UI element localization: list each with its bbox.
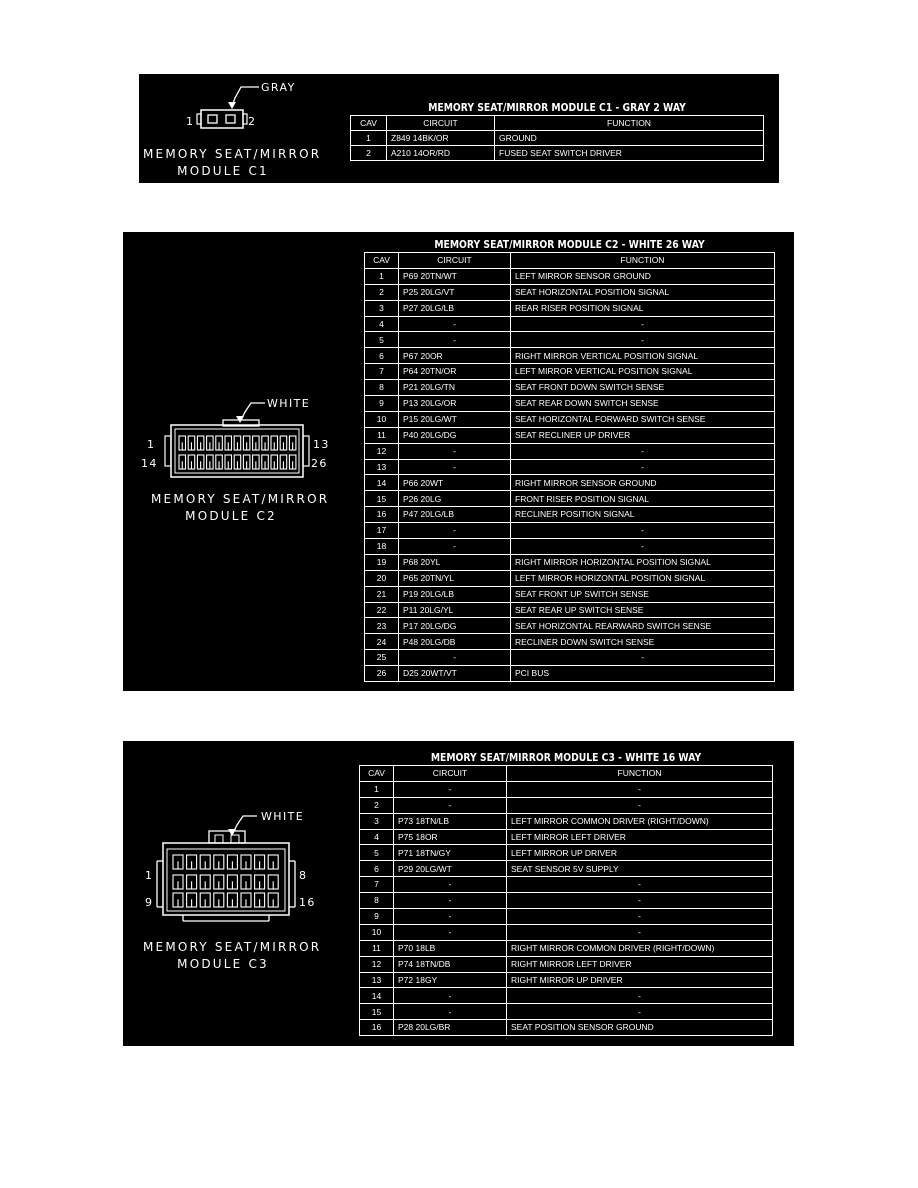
function-cell: - — [507, 877, 773, 893]
cav-cell: 25 — [365, 650, 399, 666]
table-row — [360, 893, 773, 909]
cav-cell: 12 — [365, 443, 399, 459]
table-row — [365, 618, 775, 634]
table-row — [351, 131, 764, 146]
function-cell: SEAT SENSOR 5V SUPPLY — [507, 861, 773, 877]
circuit-cell: P17 20LG/DG — [399, 618, 511, 634]
c3-pin-16-label: 16 — [299, 896, 316, 909]
function-cell: PCI BUS — [511, 666, 775, 682]
circuit-cell: D25 20WT/VT — [399, 666, 511, 682]
header-cav: CAV — [360, 766, 394, 782]
c2-table-body — [365, 268, 775, 681]
table-row — [360, 1004, 773, 1020]
function-cell: RIGHT MIRROR UP DRIVER — [507, 972, 773, 988]
table-row — [365, 554, 775, 570]
c3-caption-line-2: MODULE C3 — [177, 957, 269, 971]
header-function: FUNCTION — [507, 766, 773, 782]
table-row — [360, 972, 773, 988]
cav-cell: 19 — [365, 554, 399, 570]
header-function: FUNCTION — [495, 116, 764, 131]
cav-cell: 7 — [365, 364, 399, 380]
cav-cell: 2 — [365, 284, 399, 300]
circuit-cell: P75 18OR — [394, 829, 507, 845]
cav-cell: 6 — [365, 348, 399, 364]
circuit-cell: P69 20TN/WT — [399, 268, 511, 284]
cav-cell: 7 — [360, 877, 394, 893]
circuit-cell: P68 20YL — [399, 554, 511, 570]
cav-cell: 1 — [365, 268, 399, 284]
c1-pin-2-label: 2 — [248, 115, 257, 128]
c2-caption — [151, 491, 330, 525]
circuit-cell: P74 18TN/DB — [394, 956, 507, 972]
table-row — [360, 829, 773, 845]
table-row — [365, 396, 775, 412]
function-cell: SEAT HORIZONTAL FORWARD SWITCH SENSE — [511, 411, 775, 427]
c1-pin-1-label: 1 — [186, 115, 195, 128]
circuit-cell: P40 20LG/DG — [399, 427, 511, 443]
function-cell: - — [511, 523, 775, 539]
function-cell: - — [507, 909, 773, 925]
circuit-cell: P70 18LB — [394, 940, 507, 956]
cav-cell: 21 — [365, 586, 399, 602]
circuit-cell: P27 20LG/LB — [399, 300, 511, 316]
function-cell: RIGHT MIRROR SENSOR GROUND — [511, 475, 775, 491]
c1-wire-color-label: GRAY — [261, 81, 296, 94]
function-cell: SEAT FRONT UP SWITCH SENSE — [511, 586, 775, 602]
table-row — [365, 411, 775, 427]
circuit-cell: P66 20WT — [399, 475, 511, 491]
cav-cell: 3 — [365, 300, 399, 316]
function-cell: - — [507, 797, 773, 813]
circuit-cell: P15 20LG/WT — [399, 411, 511, 427]
c3-caption-line-1: MEMORY SEAT/MIRROR — [143, 940, 322, 954]
function-cell: SEAT FRONT DOWN SWITCH SENSE — [511, 380, 775, 396]
table-row — [365, 427, 775, 443]
circuit-cell: - — [399, 443, 511, 459]
circuit-cell: P72 18GY — [394, 972, 507, 988]
cav-cell: 2 — [360, 797, 394, 813]
function-cell: - — [507, 893, 773, 909]
circuit-cell: - — [394, 893, 507, 909]
table-row — [360, 861, 773, 877]
c3-table-header-row — [360, 766, 773, 782]
table-row — [360, 924, 773, 940]
cav-cell: 2 — [351, 146, 387, 161]
function-cell: - — [511, 443, 775, 459]
c3-wire-color-label: WHITE — [261, 810, 305, 823]
circuit-cell: P11 20LG/YL — [399, 602, 511, 618]
function-cell: - — [511, 459, 775, 475]
cav-cell: 23 — [365, 618, 399, 634]
circuit-cell: - — [394, 988, 507, 1004]
c1-caption — [143, 146, 322, 180]
function-cell: SEAT POSITION SENSOR GROUND — [507, 1020, 773, 1036]
c1-table-body — [351, 131, 764, 161]
cav-cell: 4 — [360, 829, 394, 845]
circuit-cell: P64 20TN/OR — [399, 364, 511, 380]
c1-caption-line-2: MODULE C1 — [177, 164, 269, 178]
table-row — [365, 348, 775, 364]
table-row — [365, 570, 775, 586]
cav-cell: 9 — [360, 909, 394, 925]
function-cell: - — [507, 781, 773, 797]
table-row — [365, 650, 775, 666]
cav-cell: 8 — [365, 380, 399, 396]
function-cell: REAR RISER POSITION SIGNAL — [511, 300, 775, 316]
cav-cell: 13 — [365, 459, 399, 475]
circuit-cell: - — [394, 1004, 507, 1020]
circuit-cell: - — [394, 877, 507, 893]
table-row — [365, 300, 775, 316]
circuit-cell: - — [399, 523, 511, 539]
circuit-cell: - — [394, 909, 507, 925]
circuit-cell: P47 20LG/LB — [399, 507, 511, 523]
table-row — [360, 956, 773, 972]
circuit-cell: - — [399, 650, 511, 666]
c2-connector-diagram — [141, 392, 331, 482]
c2-table-header-row — [365, 253, 775, 269]
c2-pin-13-label: 13 — [313, 438, 330, 451]
table-row — [365, 268, 775, 284]
c2-wire-color-label: WHITE — [267, 397, 311, 410]
c2-caption-line-1: MEMORY SEAT/MIRROR — [151, 492, 330, 506]
cav-cell: 5 — [360, 845, 394, 861]
function-cell: RECLINER DOWN SWITCH SENSE — [511, 634, 775, 650]
function-cell: RIGHT MIRROR VERTICAL POSITION SIGNAL — [511, 348, 775, 364]
table-row — [365, 380, 775, 396]
table-row — [365, 586, 775, 602]
cav-cell: 15 — [360, 1004, 394, 1020]
cav-cell: 9 — [365, 396, 399, 412]
circuit-cell: Z849 14BK/OR — [387, 131, 495, 146]
table-row — [365, 634, 775, 650]
header-function: FUNCTION — [511, 253, 775, 269]
c2-pinout-table — [364, 238, 775, 682]
cav-cell: 16 — [365, 507, 399, 523]
function-cell: SEAT REAR DOWN SWITCH SENSE — [511, 396, 775, 412]
cav-cell: 10 — [360, 924, 394, 940]
table-row — [365, 475, 775, 491]
table-row — [360, 988, 773, 1004]
c3-table-title: MEMORY SEAT/MIRROR MODULE C3 - WHITE 16 WAY — [430, 752, 702, 764]
table-row — [351, 146, 764, 161]
table-row — [360, 909, 773, 925]
c2-pin-14-label: 14 — [141, 457, 158, 470]
c2-pin-26-label: 26 — [311, 457, 328, 470]
circuit-cell: A210 14OR/RD — [387, 146, 495, 161]
circuit-cell: P48 20LG/DB — [399, 634, 511, 650]
table-row — [365, 666, 775, 682]
c1-panel — [139, 74, 779, 183]
c2-table-title: MEMORY SEAT/MIRROR MODULE C2 - WHITE 26 WAY — [434, 239, 705, 251]
cav-cell: 20 — [365, 570, 399, 586]
function-cell: FUSED SEAT SWITCH DRIVER — [495, 146, 764, 161]
c1-connector-diagram — [181, 80, 301, 130]
function-cell: RIGHT MIRROR COMMON DRIVER (RIGHT/DOWN) — [507, 940, 773, 956]
header-circuit: CIRCUIT — [394, 766, 507, 782]
function-cell: - — [511, 316, 775, 332]
circuit-cell: P28 20LG/BR — [394, 1020, 507, 1036]
cav-cell: 1 — [351, 131, 387, 146]
c2-panel — [123, 232, 794, 691]
table-row — [365, 539, 775, 555]
table-row — [365, 459, 775, 475]
header-circuit: CIRCUIT — [399, 253, 511, 269]
function-cell: GROUND — [495, 131, 764, 146]
circuit-cell: P29 20LG/WT — [394, 861, 507, 877]
circuit-cell: P21 20LG/TN — [399, 380, 511, 396]
cav-cell: 12 — [360, 956, 394, 972]
c2-pin-1-label: 1 — [147, 438, 156, 451]
c3-pin-1-label: 1 — [145, 869, 154, 882]
function-cell: - — [511, 539, 775, 555]
cav-cell: 11 — [365, 427, 399, 443]
c1-table-title: MEMORY SEAT/MIRROR MODULE C1 - GRAY 2 WAY — [428, 102, 686, 114]
cav-cell: 3 — [360, 813, 394, 829]
c3-panel — [123, 741, 794, 1046]
table-row — [360, 845, 773, 861]
cav-cell: 18 — [365, 539, 399, 555]
function-cell: - — [511, 650, 775, 666]
c1-pinout-table — [350, 101, 764, 161]
table-row — [365, 491, 775, 507]
circuit-cell: P73 18TN/LB — [394, 813, 507, 829]
circuit-cell: P25 20LG/VT — [399, 284, 511, 300]
header-cav: CAV — [365, 253, 399, 269]
circuit-cell: - — [394, 781, 507, 797]
cav-cell: 17 — [365, 523, 399, 539]
function-cell: SEAT HORIZONTAL REARWARD SWITCH SENSE — [511, 618, 775, 634]
function-cell: - — [507, 1004, 773, 1020]
table-row — [360, 797, 773, 813]
cav-cell: 16 — [360, 1020, 394, 1036]
header-circuit: CIRCUIT — [387, 116, 495, 131]
table-row — [360, 940, 773, 956]
function-cell: - — [507, 988, 773, 1004]
circuit-cell: - — [399, 332, 511, 348]
circuit-cell: P19 20LG/LB — [399, 586, 511, 602]
circuit-cell: - — [399, 316, 511, 332]
table-row — [365, 602, 775, 618]
table-row — [365, 507, 775, 523]
function-cell: RIGHT MIRROR LEFT DRIVER — [507, 956, 773, 972]
header-cav: CAV — [351, 116, 387, 131]
function-cell: LEFT MIRROR COMMON DRIVER (RIGHT/DOWN) — [507, 813, 773, 829]
cav-cell: 8 — [360, 893, 394, 909]
circuit-cell: P71 18TN/GY — [394, 845, 507, 861]
function-cell: LEFT MIRROR HORIZONTAL POSITION SIGNAL — [511, 570, 775, 586]
function-cell: LEFT MIRROR UP DRIVER — [507, 845, 773, 861]
c2-caption-line-2: MODULE C2 — [185, 509, 277, 523]
function-cell: RECLINER POSITION SIGNAL — [511, 507, 775, 523]
function-cell: SEAT RECLINER UP DRIVER — [511, 427, 775, 443]
circuit-cell: P67 20OR — [399, 348, 511, 364]
circuit-cell: P13 20LG/OR — [399, 396, 511, 412]
circuit-cell: - — [399, 459, 511, 475]
c1-table-header-row — [351, 116, 764, 131]
cav-cell: 1 — [360, 781, 394, 797]
cav-cell: 6 — [360, 861, 394, 877]
function-cell: FRONT RISER POSITION SIGNAL — [511, 491, 775, 507]
cav-cell: 14 — [365, 475, 399, 491]
circuit-cell: - — [399, 539, 511, 555]
table-row — [365, 364, 775, 380]
cav-cell: 24 — [365, 634, 399, 650]
function-cell: RIGHT MIRROR HORIZONTAL POSITION SIGNAL — [511, 554, 775, 570]
c3-pin-8-label: 8 — [299, 869, 308, 882]
c3-connector-diagram — [143, 803, 323, 923]
table-row — [360, 781, 773, 797]
cav-cell: 22 — [365, 602, 399, 618]
c3-caption — [143, 939, 322, 973]
cav-cell: 13 — [360, 972, 394, 988]
c3-pinout-table — [359, 751, 773, 1036]
cav-cell: 15 — [365, 491, 399, 507]
circuit-cell: P65 20TN/YL — [399, 570, 511, 586]
circuit-cell: - — [394, 924, 507, 940]
function-cell: SEAT REAR UP SWITCH SENSE — [511, 602, 775, 618]
table-row — [360, 813, 773, 829]
table-row — [365, 443, 775, 459]
cav-cell: 10 — [365, 411, 399, 427]
table-row — [360, 877, 773, 893]
c1-caption-line-1: MEMORY SEAT/MIRROR — [143, 147, 322, 161]
cav-cell: 14 — [360, 988, 394, 1004]
table-row — [365, 332, 775, 348]
table-row — [360, 1020, 773, 1036]
cav-cell: 4 — [365, 316, 399, 332]
cav-cell: 5 — [365, 332, 399, 348]
circuit-cell: - — [394, 797, 507, 813]
function-cell: LEFT MIRROR SENSOR GROUND — [511, 268, 775, 284]
c3-pin-9-label: 9 — [145, 896, 154, 909]
circuit-cell: P26 20LG — [399, 491, 511, 507]
cav-cell: 26 — [365, 666, 399, 682]
function-cell: - — [507, 924, 773, 940]
function-cell: LEFT MIRROR LEFT DRIVER — [507, 829, 773, 845]
function-cell: SEAT HORIZONTAL POSITION SIGNAL — [511, 284, 775, 300]
function-cell: LEFT MIRROR VERTICAL POSITION SIGNAL — [511, 364, 775, 380]
cav-cell: 11 — [360, 940, 394, 956]
table-row — [365, 284, 775, 300]
table-row — [365, 316, 775, 332]
function-cell: - — [511, 332, 775, 348]
table-row — [365, 523, 775, 539]
c3-table-body — [360, 781, 773, 1035]
